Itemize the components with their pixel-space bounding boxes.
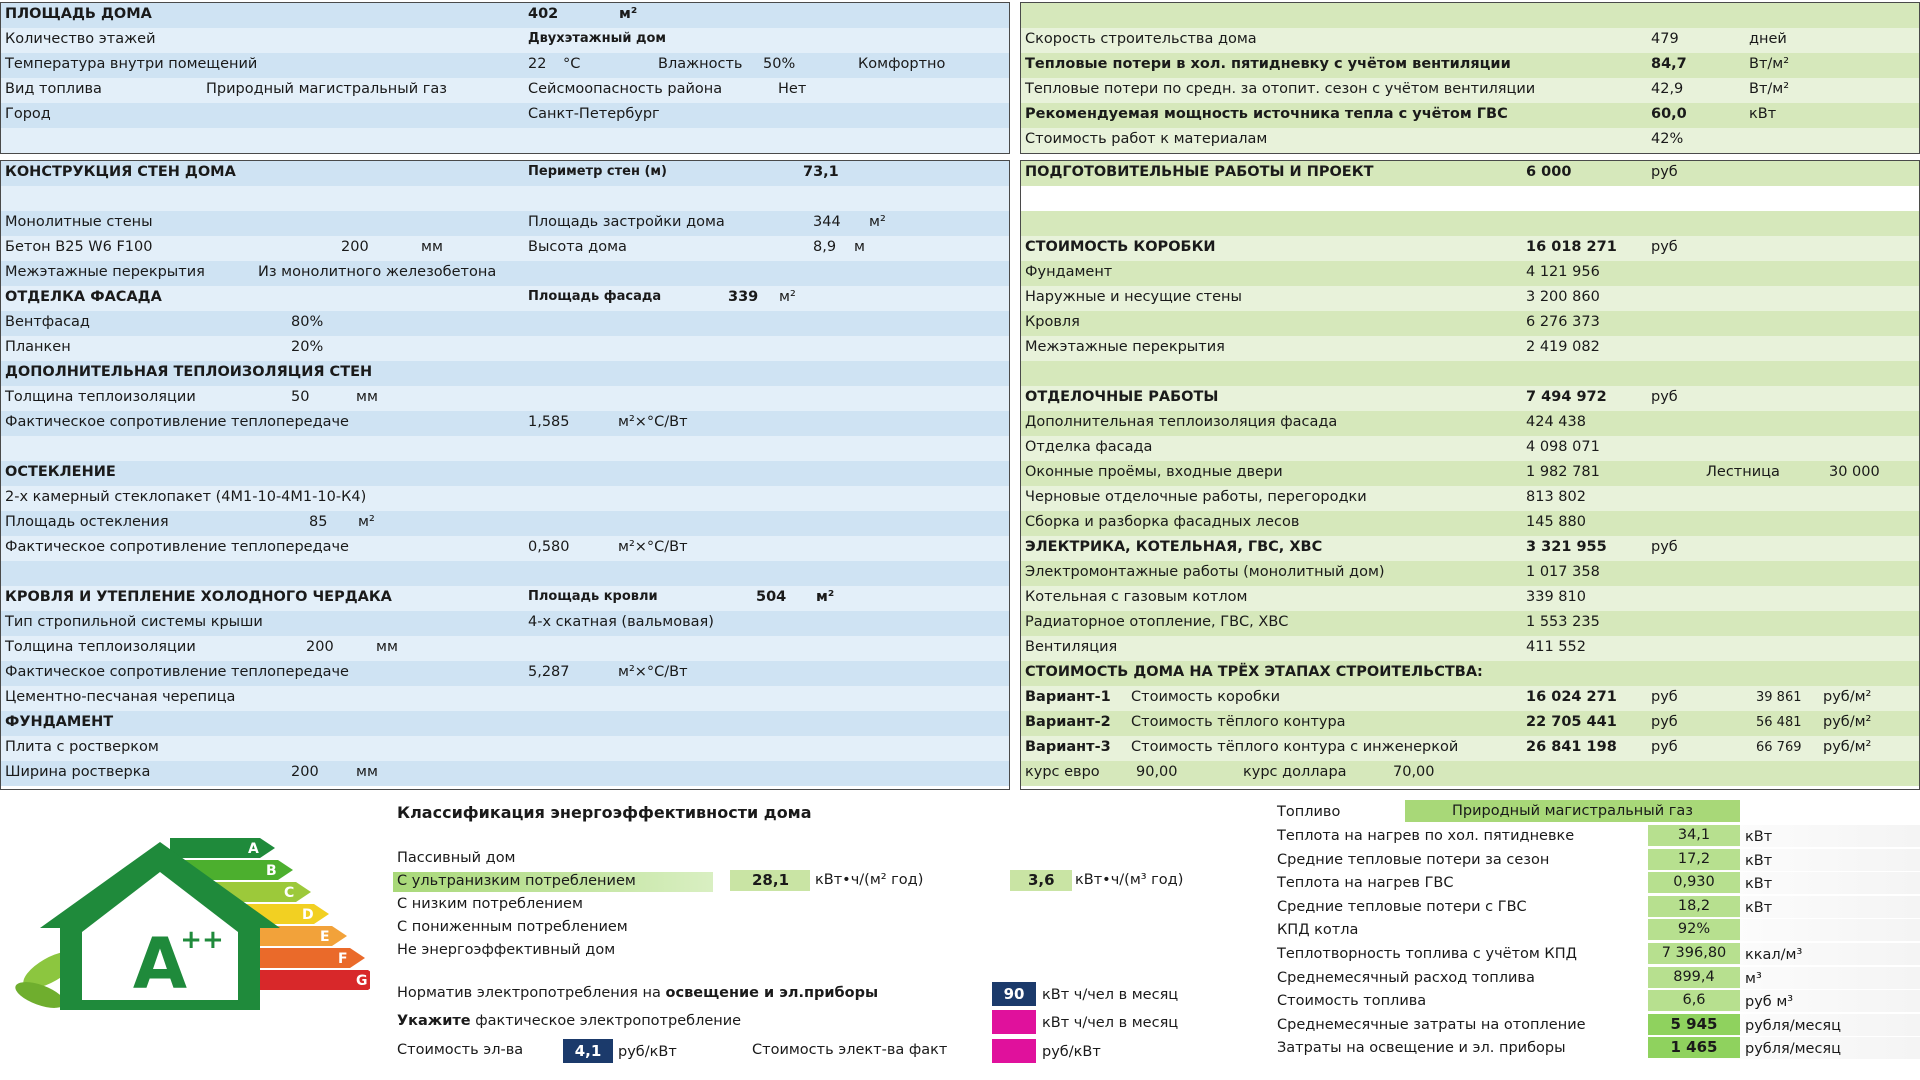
rm-value: 3 200 860 [1526,289,1600,305]
lt-unit: °С [563,56,581,72]
row-bg [1021,3,1919,28]
lm-value: 50 [291,389,310,405]
rm-value: 4 098 071 [1526,439,1600,455]
rt-value: 60,0 [1651,106,1687,122]
rm-value: 424 438 [1526,414,1586,430]
lm-label: Толщина теплоизоляции [5,389,196,405]
rt-label: Скорость строительства дома [1025,31,1257,47]
lm-col2: Площадь кровли [528,589,658,604]
badge-letter-g: G [356,973,368,989]
lm-label: Площадь остекления [5,514,169,530]
lm-col2: 5,287 [528,664,570,680]
lm-col2: Высота дома [528,239,627,255]
rm-label: Вентиляция [1025,639,1118,655]
rm-value: 6 276 373 [1526,314,1600,330]
rm-label: Вариант-1 [1025,689,1111,705]
lt-label: ПЛОЩАДЬ ДОМА [5,6,152,22]
lm-col4: м²×°С/Вт [618,539,688,555]
row-bg [1,461,1009,486]
lm-col3: 339 [728,289,759,305]
lm-label: Вентфасад [5,314,90,330]
rt-value: 42% [1651,131,1684,147]
rm-label: Дополнительная теплоизоляция фасада [1025,414,1338,430]
badge-letter-c: C [284,885,295,901]
lm-value-wide: Из монолитного железобетона [258,264,497,280]
lm-label: Фактическое сопротивление теплопередаче [5,664,349,680]
rt-label: Стоимость работ к материалам [1025,131,1268,147]
rm-extra-val: руб/м² [1823,739,1872,755]
fuel-row-value: 17,2 [1648,849,1740,870]
lm-label: Бетон B25 W6 F100 [5,239,153,255]
lm-value: 20% [291,339,324,355]
rm-value: 813 802 [1526,489,1586,505]
rm-sub: Стоимость тёплого контура с инженеркой [1131,739,1459,755]
lm-label: Фактическое сопротивление теплопередаче [5,414,349,430]
fuel-row-value: 7 396,80 [1648,943,1740,964]
fact-unit: кВт ч/чел в месяц [1042,1015,1179,1031]
rm-value: 411 552 [1526,639,1586,655]
class-passive: Пассивный дом [397,850,516,866]
lm-label: Планкен [5,339,71,355]
rm-unit: руб [1651,389,1678,405]
lm-label: ОТДЕЛКА ФАСАДА [5,289,162,305]
row-bg [1,78,1009,103]
rm-label: Черновые отделочные работы, перегородки [1025,489,1367,505]
fuel-row-label: Стоимость топлива [1277,993,1427,1010]
badge-letter-e: E [320,929,330,945]
fuel-row-label: КПД котла [1277,922,1359,939]
lm-unit: мм [421,239,443,255]
rm-label: Наружные и несущие стены [1025,289,1242,305]
row-bg [1021,436,1919,461]
row-bg [1,311,1009,336]
row-bg [1021,186,1919,211]
row-bg [1021,361,1919,386]
norm-unit: кВт ч/чел в месяц [1042,987,1179,1003]
fuel-label: Топливо [1277,804,1341,820]
rm-unit: руб [1651,239,1678,255]
fuel-row-bg [1265,919,1920,941]
energy-val1: 28,1 [752,871,790,889]
lm-col4: м² [816,589,835,605]
rt-value: 42,9 [1651,81,1684,97]
row-bg [1,128,1009,153]
lm-label: Тип стропильной системы крыши [5,614,263,630]
fuel-row-unit: ккал/м³ [1745,947,1803,963]
lm-label: Монолитные стены [5,214,153,230]
fuel-row-unit: м³ [1745,970,1762,987]
badge-letter-f: F [338,951,348,967]
rm-value: 3 321 955 [1526,539,1607,555]
lt-label: Город [5,106,51,122]
rm-value: 7 494 972 [1526,389,1607,405]
lm-col2: 0,580 [528,539,570,555]
rm-extra-label: 66 769 [1756,740,1802,755]
fuel-row-value: 92% [1648,919,1740,940]
rm-label: Отделка фасада [1025,439,1153,455]
fuel-row-unit: руб м³ [1745,994,1794,1011]
lt-value: 402 [528,6,559,22]
lt-unit: м² [619,6,638,22]
house-area-panel [0,2,1010,154]
fuel-row-unit: кВт [1745,829,1773,845]
fuel-row-value: 899,4 [1648,967,1740,988]
row-bg [1,711,1009,736]
rm-value: 16 018 271 [1526,239,1617,255]
cost-label: Стоимость эл-ва [397,1042,524,1058]
lt-label: Вид топлива [5,81,102,97]
rm-value: 4 121 956 [1526,264,1600,280]
lm-label: Межэтажные перекрытия [5,264,205,280]
rm-unit: руб [1651,539,1678,555]
rm-value: 1 982 781 [1526,464,1600,480]
lm-label: КРОВЛЯ И УТЕПЛЕНИЕ ХОЛОДНОГО ЧЕРДАКА [5,589,392,605]
rt-label: Тепловые потери по средн. за отопит. сезон с учётом вентиляции [1025,81,1536,97]
lm-col4: м²×°С/Вт [618,664,688,680]
lm-col2: Площадь застройки дома [528,214,725,230]
class-low: С низким потреблением [397,896,583,912]
fuel-value[interactable]: Природный магистральный газ [1405,800,1740,822]
lm-label: Ширина ростверка [5,764,151,780]
fuel-row-value: 0,930 [1648,872,1740,893]
row-bg [1,3,1009,28]
cost-fact-label: Стоимость элект-ва факт [752,1042,948,1058]
lt-label: Температура внутри помещений [5,56,258,72]
rm-unit: руб [1651,714,1678,730]
rm-label: Фундамент [1025,264,1113,280]
row-bg [1,336,1009,361]
lm-unit: мм [356,389,378,405]
fuel-row-value: 5 945 [1648,1014,1740,1035]
energy-unit1: кВт•ч/(м² год) [815,872,924,888]
energy-val2: 3,6 [1028,871,1055,889]
lm-col4: м² [779,289,796,305]
rm-rate-val: 70,00 [1393,764,1435,780]
lm-value: 200 [306,639,334,655]
rm-label: Электромонтажные работы (монолитный дом) [1025,564,1385,580]
lm-col2: 4-х скатная (вальмовая) [528,614,714,630]
fuel-row-label: Затраты на освещение и эл. приборы [1277,1040,1566,1057]
rt-unit: Вт/м² [1749,56,1790,72]
class-not-efficient: Не энергоэффективный дом [397,942,616,958]
rm-label: Котельная с газовым котлом [1025,589,1248,605]
lt-extra: 50% [763,56,796,72]
lm-col3: 8,9 [813,239,837,255]
lm-col4: м² [869,214,886,230]
row-bg [1021,261,1919,286]
norm-value[interactable]: 90 [992,982,1036,1006]
lm-label: 2-х камерный стеклопакет (4М1-10-4М1-10-К4) [5,489,367,505]
fuel-row-unit: кВт [1745,899,1773,916]
fuel-row-value: 34,1 [1648,825,1740,846]
lm-value: 80% [291,314,324,330]
lm-label: ДОПОЛНИТЕЛЬНАЯ ТЕПЛОИЗОЛЯЦИЯ СТЕН [5,364,373,380]
badge-letter-a: A [248,841,259,857]
lm-value: 85 [309,514,328,530]
lm-label: Фактическое сопротивление теплопередаче [5,539,349,555]
lt-value: 22 [528,56,547,72]
fuel-row-label: Теплота на нагрев ГВС [1277,875,1454,892]
fact-label-post: фактическое электропотребление [470,1013,742,1029]
fuel-row-value: 1 465 [1648,1037,1740,1058]
fuel-row-value: 6,6 [1648,990,1740,1011]
lm-col3: 73,1 [803,164,839,180]
rm-label: Радиаторное отопление, ГВС, ХВС [1025,614,1289,630]
rm-label: ПОДГОТОВИТЕЛЬНЫЕ РАБОТЫ И ПРОЕКТ [1025,164,1374,180]
rm-value: 1 553 235 [1526,614,1600,630]
fuel-row-label: Средние тепловые потери за сезон [1277,851,1550,868]
lt-comfort: Комфортно [858,56,946,72]
fuel-row-unit: кВт [1745,852,1773,869]
rm-sub: Стоимость коробки [1131,689,1281,705]
row-bg [1,103,1009,128]
rt-unit: кВт [1749,106,1777,122]
rm-value: 22 705 441 [1526,714,1617,730]
lm-label: ОСТЕКЛЕНИЕ [5,464,116,480]
lm-col4: м²×°С/Вт [618,414,688,430]
rm-label: Межэтажные перекрытия [1025,339,1225,355]
lm-label: Цементно-песчаная черепица [5,689,236,705]
rm-unit: руб [1651,689,1678,705]
lm-value: 200 [291,764,319,780]
fuel-row-label: Среднемесячный расход топлива [1277,969,1535,986]
rt-unit: дней [1749,31,1787,47]
rm-label: СТОИМОСТЬ КОРОБКИ [1025,239,1216,255]
rm-value: 1 017 358 [1526,564,1600,580]
rm-rate-label: курс доллара [1243,764,1347,780]
lt-humidity-label: Влажность [658,56,743,72]
rm-value: 145 880 [1526,514,1586,530]
class-reduced: С пониженным потреблением [397,919,628,935]
rt-unit: Вт/м² [1749,81,1790,97]
badge-letter-d: D [302,907,314,923]
lt-value: Сейсмоопасность района [528,81,723,97]
lm-label: КОНСТРУКЦИЯ СТЕН ДОМА [5,164,236,180]
lm-unit: мм [376,639,398,655]
lt-value: Двухэтажный дом [528,31,667,46]
rm-extra-label: 56 481 [1756,715,1802,730]
lt-extra: Нет [778,81,807,97]
house-heat-summary-panel [1020,2,1920,154]
rm-value: 6 000 [1526,164,1572,180]
rm-label: СТОИМОСТЬ ДОМА НА ТРЁХ ЭТАПАХ СТРОИТЕЛЬСТВА: [1025,664,1483,680]
costs-panel [1020,160,1920,790]
rm-value: 26 841 198 [1526,739,1617,755]
badge-main-letter: A [132,923,188,1005]
cost-fact-unit: руб/кВт [1042,1044,1101,1060]
rm-unit: руб [1651,739,1678,755]
row-bg [1,436,1009,461]
rt-label: Тепловые потери в хол. пятидневку с учётом вентиляции [1025,56,1511,72]
fuel-row-label: Средние тепловые потери с ГВС [1277,898,1527,915]
rm-value: 16 024 271 [1526,689,1617,705]
row-bg [1,561,1009,586]
fuel-row-label: Теплотворность топлива с учётом КПД [1277,946,1577,962]
lm-value: 200 [341,239,369,255]
rm-label: Оконные проёмы, входные двери [1025,464,1283,480]
fuel-row-unit: рубля/месяц [1745,1041,1842,1058]
lm-col2: Площадь фасада [528,289,662,304]
norm-label-bold: освещение и эл.приборы [665,985,879,1001]
lt-fuel-type: Природный магистральный газ [206,81,447,97]
rm-extra-label: Лестница [1706,464,1780,480]
rm-extra-label: 39 861 [1756,690,1802,705]
rm-value: 2 419 082 [1526,339,1600,355]
rt-label: Рекомендуемая мощность источника тепла с учётом ГВС [1025,106,1508,122]
rm-extra-val: руб/м² [1823,714,1872,730]
lt-value: Санкт-Петербург [528,106,660,122]
fuel-row-unit: кВт [1745,876,1773,893]
lm-label: ФУНДАМЕНТ [5,714,114,730]
fuel-row-label: Среднемесячные затраты на отопление [1277,1016,1586,1033]
fact-label-bold: Укажите [397,1013,471,1029]
rm-label: ЭЛЕКТРИКА, КОТЕЛЬНАЯ, ГВС, ХВС [1025,539,1323,555]
row-bg [1,761,1009,786]
lm-col2: Периметр стен (м) [528,164,667,179]
rm-label: Сборка и разборка фасадных лесов [1025,514,1300,530]
fuel-row-unit: рубля/месяц [1745,1017,1842,1034]
norm-label-pre: Норматив электропотребления на [397,985,666,1001]
lm-col2: 1,585 [528,414,570,430]
lm-unit: мм [356,764,378,780]
lm-label: Плита с ростверком [5,739,159,755]
fuel-section [0,795,1920,1080]
fuel-row-value: 18,2 [1648,896,1740,917]
construction-panel [0,160,1010,790]
class-ultralow: С ультранизким потреблением [397,873,636,889]
row-bg [1021,211,1919,236]
lm-col4: м [854,239,865,255]
lt-label: Количество этажей [5,31,156,47]
rm-label: Вариант-3 [1025,739,1111,755]
rm-extra-val: 30 000 [1829,464,1880,480]
badge-plus: ++ [180,925,224,955]
rm-label: Вариант-2 [1025,714,1111,730]
badge-letter-b: B [266,863,277,879]
energy-title: Классификация энергоэффективности дома [397,803,812,822]
cost-value[interactable]: 4,1 [563,1039,613,1063]
lm-col3: 344 [813,214,841,230]
rm-label: курс евро [1025,764,1100,780]
rt-value: 84,7 [1651,56,1687,72]
rm-sub: Стоимость тёплого контура [1131,714,1346,730]
lm-col3: 504 [756,589,787,605]
rm-extra-val: руб/м² [1823,689,1872,705]
rm-label: ОТДЕЛОЧНЫЕ РАБОТЫ [1025,389,1219,405]
rm-value: 339 810 [1526,589,1586,605]
energy-unit2: кВт•ч/(м³ год) [1075,872,1184,888]
rt-value: 479 [1651,31,1679,47]
row-bg [1,186,1009,211]
lm-unit: м² [358,514,375,530]
rm-sub: 90,00 [1136,764,1178,780]
lm-label: Толщина теплоизоляции [5,639,196,655]
cost-unit: руб/кВт [618,1044,677,1060]
row-bg [1021,636,1919,661]
fuel-row-label: Теплота на нагрев по хол. пятидневке [1277,828,1575,844]
row-bg [1021,311,1919,336]
rm-unit: руб [1651,164,1678,180]
rm-label: Кровля [1025,314,1080,330]
